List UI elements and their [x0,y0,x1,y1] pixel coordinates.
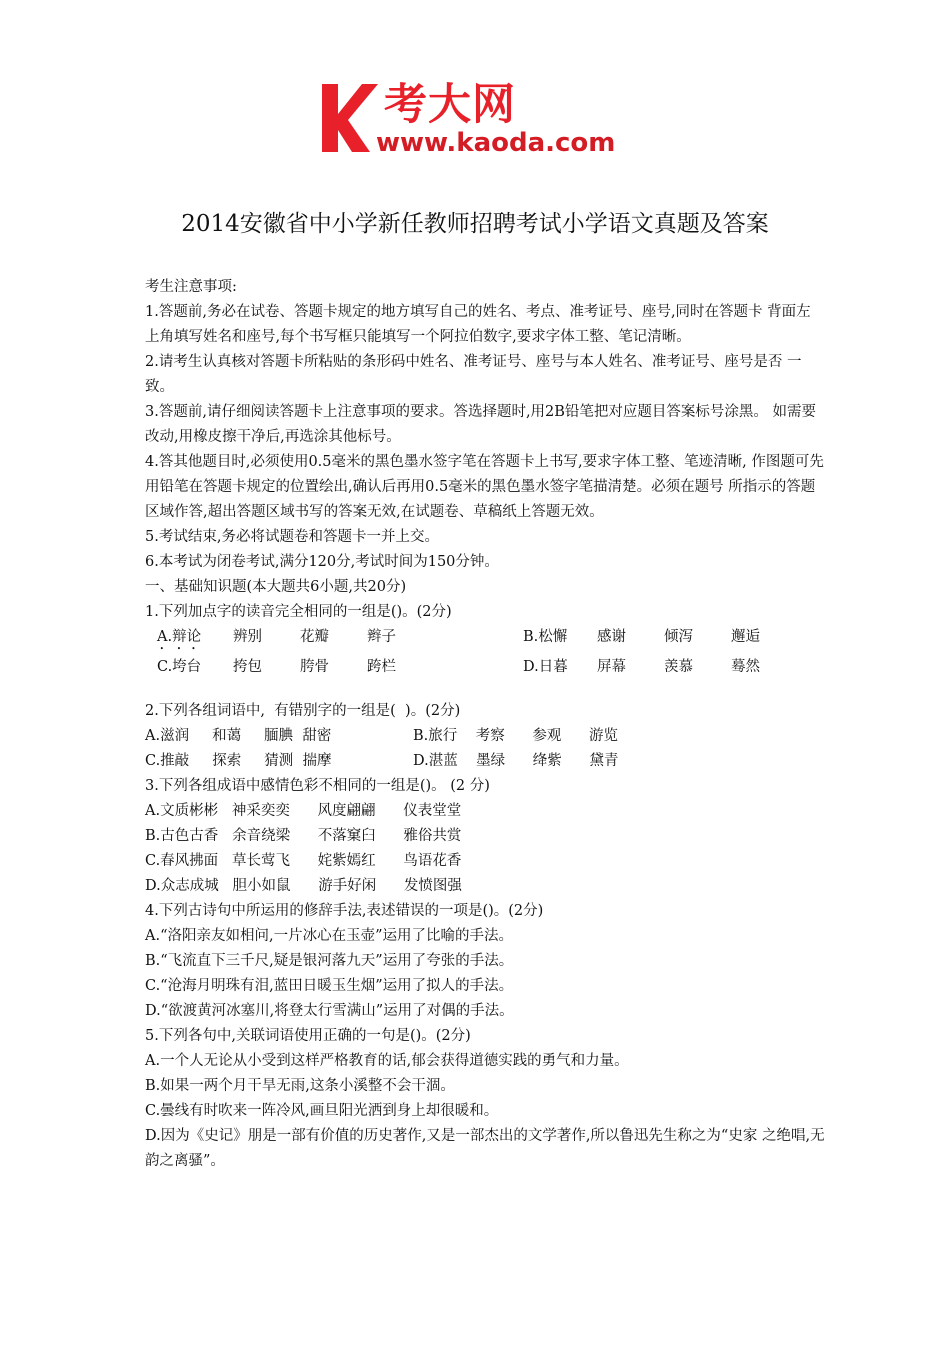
q1-option-d-4: 蓦然 [731,659,760,675]
q2-options-row-1 [145,724,825,749]
q1-option-c-3: 胯骨 [300,659,329,675]
document-body [145,275,825,1174]
kaoda-logo [318,80,638,160]
question-stem: 2.下列各组词语中, 有错别字的一组是( )。(2分) [145,703,461,719]
notice-heading: 考生注意事项: [145,279,237,295]
question-stem: 5.下列各句中,关联词语使用正确的一句是()。(2分) [145,1028,471,1044]
notice-item: 2.请考生认真核对答题卡所粘贴的条形码中姓名、准考证号、座号与本人姓名、准考证号、座号是否 一致。 [145,354,802,395]
q5-option: C.曇线有时吹来一阵冷风,画旦阳光洒到身上却很暖和。 [145,1103,499,1119]
notice-item: 4.答其他题目时,必须使用0.5毫米的黑色墨水签字笔在答题卡上书写,要求字体工整、笔迹清晰, 作图题可先用铅笔在答题卡规定的位置绘出,确认后再用0.5毫米的黑色墨水签字笔描清楚。必须在题号 所指示的答题区域作答,超出答题区域书写的答案无效,在试题卷、草稿纸上答题无效。 [145,454,824,520]
q1-option-c-2: 挎包 [233,659,262,675]
question-stem: 4.下列古诗句中所运用的修辞手法,表述错误的一项是()。(2分) [145,903,544,919]
q4-option: C.“沧海月明珠有泪,蓝田日暖玉生烟”运用了拟人的手法。 [145,978,514,994]
q1-option-b-4: 邂逅 [731,629,760,645]
q3-option: D.众志成城 胆小如鼠 游手好闲 发愤图强 [145,878,462,894]
notice-item: 5.考试结束,务必将试题卷和答题卡一并上交。 [145,529,439,545]
q1-option-d-2: 屏幕 [597,659,626,675]
page-title: 2014安徽省中小学新任教师招聘考试小学语文真题及答案 [181,211,769,237]
q1-option-b-1: B.松懈 [523,629,568,645]
question-stem: 3.下列各组成语中感情色彩不相同的一组是()。 (2 分) [145,778,490,794]
logo-url: www.kaoda.com [376,128,616,158]
q2-options-row-2 [145,749,825,774]
q2-option-d: D.湛蓝 墨绿 绛紫 黛青 [413,753,619,769]
q4-option: D.“欲渡黄河冰塞川,将登太行雪满山”运用了对偶的手法。 [145,1003,514,1019]
q1-option-a-4: 辫子 [367,629,396,645]
q4-option: A.“洛阳亲友如相问,一片冰心在玉壶”运用了比喻的手法。 [145,928,514,944]
q2-option-a: A.滋润 和蔼 腼腆 甜密 [145,728,332,744]
q3-option: B.古色古香 余音绕梁 不落窠臼 雅俗共赏 [145,828,462,844]
q4-option: B.“飞流直下三千尺,疑是银河落九天”运用了夸张的手法。 [145,953,514,969]
q5-option: D.因为《史记》朋是一部有价值的历史著作,又是一部杰出的文学著作,所以鲁迅先生称之为“史家 之绝唱,无韵之离骚”。 [145,1128,825,1169]
section-heading: 一、基础知识题(本大题共6小题,共20分) [145,579,407,595]
logo-brand-text: 考大网 [384,80,516,130]
q1-option-a-3: 花瓣 [300,629,329,645]
q1-options-row-2 [145,655,825,685]
q3-option: C.春风拂面 草长莺飞 姹紫嫣红 鸟语花香 [145,853,462,869]
q5-option: B.如果一两个月干旱无雨,这条小溪整不会干涸。 [145,1078,455,1094]
q1-options-row-1 [145,625,825,655]
q5-option: A.一个人无论从小受到这样严格教育的话,郁会获得道德实践的勇气和力量。 [145,1053,629,1069]
q1-option-b-3: 倾泻 [664,629,693,645]
q1-option-a-2: 辨别 [233,629,262,645]
q1-option-d-1: D.日暮 [523,659,568,675]
q1-option-b-2: 感谢 [597,629,626,645]
q1-option-a-1: A.辩论 [157,629,202,645]
q2-option-c: C.推敲 探索 猜测 揣摩 [145,753,332,769]
notice-item: 6.本考试为闭卷考试,满分120分,考试时间为150分钟。 [145,554,499,570]
notice-item: 1.答题前,务必在试卷、答题卡规定的地方填写自己的姓名、考点、准考证号、座号,同时在答题卡 背面左上角填写姓名和座号,每个书写框只能填写一个阿拉伯数字,要求字体工整、笔记清晰。 [145,304,811,345]
question-stem: 1.下列加点字的读音完全相同的一组是()。(2分) [145,604,452,620]
q1-option-d-3: 羡慕 [664,659,693,675]
k-logo-icon [318,80,380,156]
q1-option-c-4: 跨栏 [367,659,396,675]
q3-option: A.文质彬彬 神采奕奕 风度翩翩 仪表堂堂 [145,803,462,819]
q2-option-b: B.旅行 考察 参观 游览 [413,728,619,744]
q1-option-c-1: C.垮台 [157,659,202,675]
notice-item: 3.答题前,请仔细阅读答题卡上注意事项的要求。答选择题时,用2B铅笔把对应题目答案标号涂黑。 如需要改动,用橡皮擦干净后,再选涂其他标号。 [145,404,817,445]
